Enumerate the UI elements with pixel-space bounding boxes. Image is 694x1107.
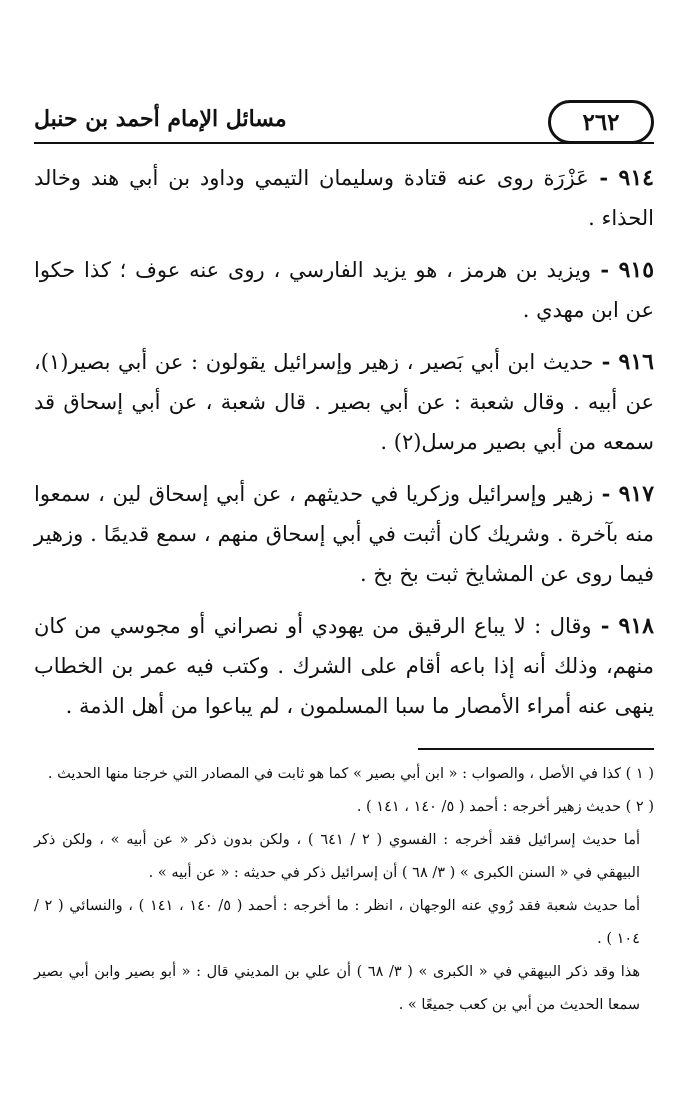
entry-dash: -	[593, 349, 619, 374]
entry-number: ٩١٧	[618, 481, 655, 507]
entry-dash: -	[588, 165, 619, 190]
footnote-1: ( ١ ) كذا في الأصل ، والصواب : « ابن أبي بصير » كما هو ثابت في المصادر التي خرجنا منها الحديث .	[47, 766, 654, 782]
entry-number: ٩١٥	[618, 257, 655, 283]
entry-dash: -	[591, 613, 619, 638]
page-header	[34, 96, 654, 146]
entry-918	[34, 606, 654, 726]
footnotes	[34, 758, 654, 1022]
entry-text: زهير وإسرائيل وزكريا في حديثهم ، عن أبي إسحاق لين ، سمعوا منه بآخرة . وشريك كان أثبت في أبي إسحاق منهم ، سمع قديمًا . وزهير فيما روى عن المشايخ ثبت بخ بخ .	[34, 482, 654, 586]
main-text	[34, 158, 654, 738]
entry-dash: -	[591, 257, 619, 282]
footnote-2-israil: أما حديث إسرائيل فقد أخرجه : الفسوي ( ٢ / ٦٤١ ) ، ولكن بدون ذكر « عن أبيه » ، ولكن ذكر البيهقي في « السنن الكبرى » ( ٣/ ٦٨ ) أن إسرائيل ذكر في حديثه : « عن أبيه » .	[34, 832, 640, 881]
footnote-2-bayhaqi: هذا وقد ذكر البيهقي في « الكبرى » ( ٣/ ٦٨ ) أن علي بن المديني قال : « أبو بصير وابن أبي بصير سمعا الحديث من أبي بن كعب جميعًا » .	[34, 964, 640, 1013]
entry-917	[34, 474, 654, 594]
entry-number: ٩١٦	[618, 349, 654, 375]
entry-dash: -	[593, 481, 619, 506]
footnote-separator	[418, 748, 654, 750]
entry-916	[34, 342, 654, 462]
running-title: مسائل الإمام أحمد بن حنبل	[34, 106, 287, 132]
entry-text: ويزيد بن هرمز ، هو يزيد الفارسي ، روى عنه عوف ؛ كذا حكوا عن ابن مهدي .	[34, 258, 654, 322]
footnote-2-shuba: أما حديث شعبة فقد رُوي عنه الوجهان ، انظر : ما أخرجه : أحمد ( ٥/ ١٤٠ ، ١٤١ ) ، والنسائي ( ٢ / ١٠٤ ) .	[34, 898, 640, 947]
entry-text: وقال : لا يباع الرقيق من يهودي أو نصراني أو مجوسي من كان منهم، وذلك أنه إذا باعه أقام على الشرك . وكتب فيه عمر بن الخطاب ينهى عنه أمراء الأمصار ما سبا المسلمون ، لم يباعوا من أهل الذمة .	[34, 614, 654, 718]
footnote-2: ( ٢ ) حديث زهير أخرجه : أحمد ( ٥/ ١٤٠ ، ١٤١ ) .	[356, 799, 654, 815]
page-number: ٢٦٢	[548, 100, 654, 144]
entry-number: ٩١٤	[618, 165, 654, 191]
entry-915	[34, 250, 654, 330]
entry-number: ٩١٨	[618, 613, 654, 639]
entry-text: حديث ابن أبي بَصير ، زهير وإسرائيل يقولون : عن أبي بصير(١)، عن أبيه . وقال شعبة : عن أبي بصير . قال شعبة ، عن أبي إسحاق قد سمعه من أبي بصير مرسل(٢) .	[34, 350, 654, 454]
entry-text: عَزْرَة روى عنه قتادة وسليمان التيمي وداود بن أبي هند وخالد الحذاء .	[34, 166, 654, 230]
entry-914	[34, 158, 654, 238]
header-rule	[34, 142, 654, 144]
